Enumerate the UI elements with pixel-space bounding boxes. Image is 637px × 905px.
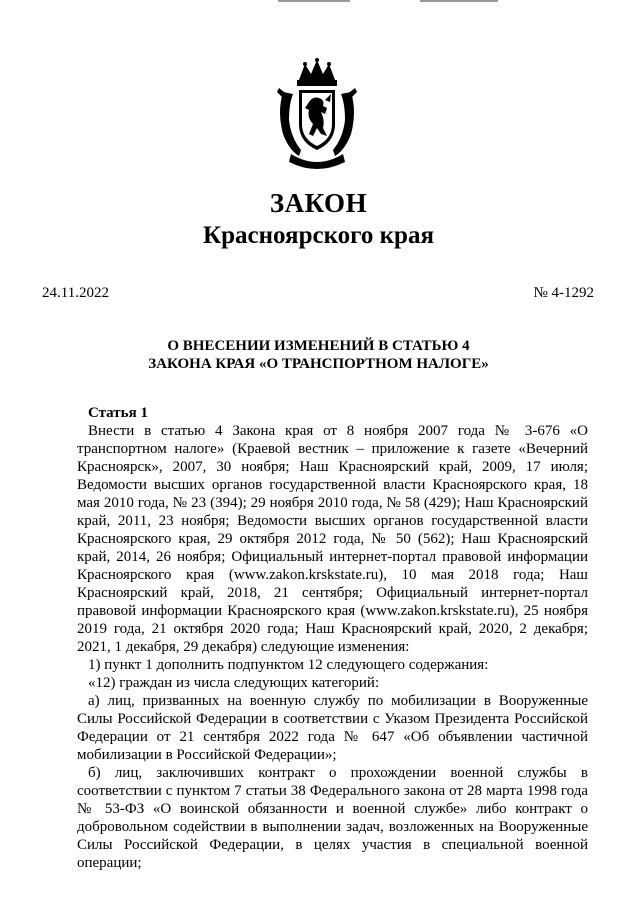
paragraph: а) лиц, призванных на военную службу по мобилизации в Вооруженные Силы Российской Федерации в соответствии с Указом Президента Российской Федерации от 21 сентября 2022 года № 647 «Об объявлении частичной мобилизации в Российской Федерации»;	[77, 693, 588, 763]
document-subtitle: Красноярского края	[203, 222, 434, 249]
document-title: ЗАКОН	[269, 188, 368, 218]
subject-line-2: ЗАКОНА КРАЯ «О ТРАНСПОРТНОМ НАЛОГЕ»	[148, 356, 489, 372]
paragraph: Внести в статью 4 Закона края от 8 ноября 2007 года № 3-676 «О транспортном налоге» (Краевой вестник – приложение к газете «Вечерний Красноярск», 2007, 30 ноября; Наш Красноярский край, 2009, 17 июля; Ведомости высших органов государственной власти Красноярского края, 18 мая 2010 года, № 23 (394); 29 ноября 2010 года, № 58 (429); Наш Красноярский край, 2011, 23 ноября; Ведомости высших органов государственной власти Красноярского края, 29 октября 2012 года, № 50 (562); Наш Красноярский край, 2014, 26 ноября; Официальный интернет-портал правовой информации Красноярского края (www.zakon.krskstate.ru), 10 мая 2018 года; Наш Красноярский край, 2018, 21 сентября; Официальный интернет-портал правовой информации Красноярского края (www.zakon.krskstate.ru), 25 ноября 2019 года, 21 октября 2020 года; Наш Красноярский край, 2020, 2 декабря; 2021, 1 декабря, 29 декабря) следующие изменения:	[77, 423, 588, 655]
document-number: № 4-1292	[533, 285, 594, 301]
article-heading: Статья 1	[88, 405, 148, 421]
document-date: 24.11.2022	[42, 285, 109, 301]
coat-of-arms-icon	[275, 58, 359, 176]
paragraph: 1) пункт 1 дополнить подпунктом 12 следующего содержания:	[88, 657, 489, 673]
top-rule-right	[420, 0, 498, 2]
subject-line-1: О ВНЕСЕНИИ ИЗМЕНЕНИЙ В СТАТЬЮ 4	[167, 338, 470, 354]
paragraph: б) лиц, заключивших контракт о прохождении военной службы в соответствии с пунктом 7 статьи 38 Федерального закона от 28 марта 1998 года № 53-ФЗ «О воинской обязанности и военной службе» либо контракт о добровольном содействии в выполнении задач, возложенных на Вооруженные Силы Российской Федерации, в целях участия в специальной военной операции;	[77, 765, 588, 871]
top-rule-left	[278, 0, 350, 2]
paragraph: «12) граждан из числа следующих категорий:	[88, 675, 380, 691]
law-body	[77, 404, 588, 872]
